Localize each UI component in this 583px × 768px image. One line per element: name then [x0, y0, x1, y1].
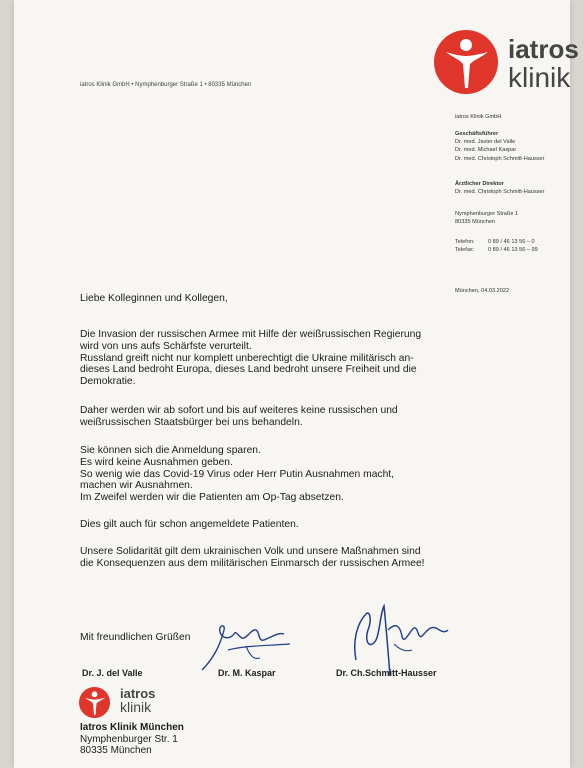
paragraph-3 — [80, 445, 460, 504]
sender-line: iatros Klinik GmbH • Nymphenburger Straße 1 • 80335 München — [80, 82, 252, 88]
text-line: So wenig wie das Covid-19 Virus oder Herr Putin Ausnahmen macht, — [80, 468, 395, 480]
text-line: Es wird keine Ausnahmen geben. — [80, 456, 233, 468]
paragraph-4 — [80, 519, 460, 531]
footer-street: Nymphenburger Str. 1 — [80, 733, 178, 745]
text-line: machen wir Ausnahmen. — [80, 480, 193, 492]
logo-word-1: iatros — [508, 34, 579, 64]
paragraph-1 — [80, 329, 460, 388]
sidebar-management — [455, 130, 545, 163]
paragraph-2 — [80, 405, 460, 429]
letter-date: München, 04.03.2022 — [455, 288, 510, 294]
text-line: dieses Land bedroht Europa, dieses Land bedroht unsere Freiheit und die — [80, 364, 417, 376]
text-line: Demokratie. — [80, 376, 136, 388]
medical-director-title: Ärztlicher Direktor — [455, 181, 504, 187]
footer-logo-word-1: iatros — [120, 686, 156, 701]
text-line: Unsere Solidarität gilt dem ukrainischen Volk und unsere Maßnahmen sind — [80, 546, 421, 557]
clinic-logo — [432, 28, 579, 98]
signatory-kaspar: Dr. M. Kaspar — [218, 668, 276, 678]
logo-mark-icon — [432, 28, 502, 98]
salutation — [80, 293, 460, 305]
footer-logo — [78, 686, 198, 720]
signatory-schmitt-hausser: Dr. Ch.Schmitt-Hausser — [336, 668, 437, 678]
fax-number: 0 89 / 46 13 56 – 99 — [488, 247, 538, 254]
text-line: wird von uns aufs Schärfste verurteilt. — [80, 340, 252, 352]
address-street: Nymphenburger Straße 1 — [455, 211, 519, 217]
footer-city: 80335 München — [80, 745, 152, 757]
signature-kaspar — [198, 616, 298, 674]
text-line: Sie können sich die Anmeldung sparen. — [80, 445, 261, 456]
logo-word-2: klinik — [508, 62, 571, 93]
sidebar-contact — [455, 238, 538, 254]
footer-address — [80, 722, 184, 757]
text-line: Im Zweifel werden wir die Patienten am Op-Tag absetzen. — [80, 492, 344, 504]
salutation-text: Liebe Kolleginnen und Kollegen, — [80, 293, 228, 304]
management-member: Dr. med. Michael Kaspar — [455, 147, 517, 154]
text-line: Dies gilt auch für schon angemeldete Patienten. — [80, 519, 299, 530]
footer-logo-mark-icon — [78, 686, 112, 720]
sidebar-company: iatros Klinik GmbH — [455, 114, 502, 120]
footer-clinic-name: Iatros Klinik München — [80, 722, 184, 733]
phone-label: Telefon: — [455, 239, 475, 245]
management-member: Dr. med. Javier del Valle — [455, 139, 516, 146]
signatory-del-valle: Dr. J. del Valle — [82, 668, 143, 678]
text-line: weißrussischen Staatsbürger bei uns behandeln. — [80, 416, 303, 428]
medical-director-name: Dr. med. Christoph Schmitt-Hausser — [455, 189, 545, 196]
text-line: die Konsequenzen aus dem militärischen Einmarsch der russischen Armee! — [80, 557, 425, 569]
text-line: Daher werden wir ab sofort und bis auf weiteres keine russischen und — [80, 405, 398, 416]
footer-logo-word-2: klinik — [120, 699, 152, 715]
closing-text: Mit freundlichen Grüßen — [80, 632, 191, 643]
management-title: Geschäftsführer — [455, 131, 499, 137]
paragraph-5 — [80, 546, 460, 570]
address-city: 80335 München — [455, 219, 496, 226]
text-line: Russland greift nicht nur komplett unberechtigt die Ukraine militärisch an- — [80, 352, 414, 364]
text-line: Die Invasion der russischen Armee mit Hilfe der weißrussischen Regierung — [80, 329, 422, 340]
management-member: Dr. med. Christoph Schmitt-Hausser — [455, 155, 545, 162]
phone-number: 0 89 / 46 13 56 – 0 — [488, 239, 535, 245]
sidebar-medical-director — [455, 180, 545, 196]
fax-label: Telefax: — [455, 247, 475, 254]
sidebar-address — [455, 210, 518, 226]
